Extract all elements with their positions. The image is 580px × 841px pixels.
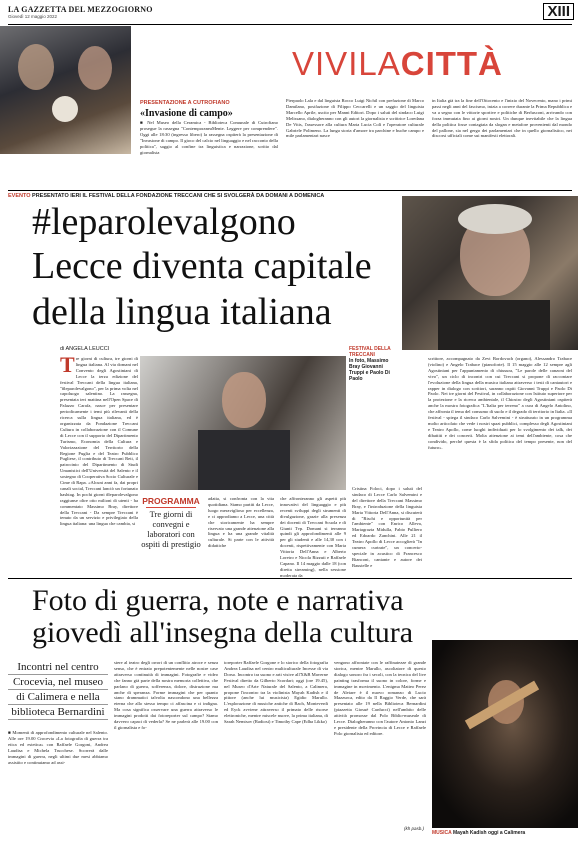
event-rule (8, 190, 572, 191)
event-line: EVENTO PRESENTATO IERI IL FESTIVAL DELLA FONDAZIONE TRECCANI CHE SI SVOLGERÀ DA DOMANI A DOMENICA (8, 193, 325, 199)
main-article-column-2: adatta, si confronta con la vita quotidiana. Siamo partiti da Lecce, luogo meraviglioso per eccellenza, e ci approdiamo a Lecce, una città che storicamente ha sempre riservato una grande attenzione alla lingua e ha una grande vitalità culturale. Si parte con le attività didattiche (208, 496, 274, 549)
page-number: XIII (543, 3, 574, 20)
middle-photo-shirt (198, 430, 290, 490)
bottom-headline-line-1: Foto di guerra, note e narrativa (32, 584, 404, 617)
middle-photo-guest (140, 356, 346, 490)
bottom-section-rule (8, 578, 572, 579)
hashtag-headline: #leparolevalgono (32, 201, 296, 243)
portrait-photo-bray (402, 196, 578, 350)
events-box-item: Crocevia, nel museo (8, 675, 108, 690)
portrait-hair (458, 204, 532, 234)
top-story-kicker: PRESENTAZIONE A CUTROFIANO (140, 100, 230, 106)
main-article-column-3: che affronteranno gli aspetti più innovativi del linguaggio e più recenti sviluppi degli strumenti di divulgazione, grazie alla presenza dei docenti di Treccani Scuola e di Giunti Tvp. Domani si terranno quindi gli approfondimenti alle 9 per gli studenti e alle 14,30 con i docenti, rispettivamente con Maria Vittoria Dell'Anna e Alberto Loretro e Nicola Rizzuti e Raffaele Capano. Il 14 maggio dalle 18 (con diretta streaming), nella sessione moderata da (280, 496, 346, 578)
middle-photo-face (222, 372, 266, 428)
top-story-column-2: Pierpaolo Lala e dal linguista Rocco Luigi Nichil con prefazione di Marco Damilano, postfazione di Filippo Ceccarelli e un saggio del linguista Marcello Aprile, uscito per Manni Editori. Dopo i saluti del sindaco Luigi Melissano, dialogheranno con gli autori la giornalista e scrittrice Loredana De Vitis, l'assessore alla cultura Maria Lucia Colì e l'operatore culturale Gabriele Polimeno. La lunga storia d'amore tra parchine e buche campo e mile parlamentari nasce (286, 98, 424, 139)
photo-face-left (18, 44, 54, 90)
main-article-column-5: scrittore, accompagnato da Zevi Bordovach (organo), Alessandro Trabace (violino) e Angelo Trabace (pianoforte). Il 15 maggio alle 12 sempre agli Agostiniani per l'appuntamento di chiusura, "Le parole delle canzoni del vivo", un ciclo di incontri con cui Treccani si propone di raccontare l'evoluzione della lingua della musica italiana attraverso i testi di cantautori e rapper in dialogo con scrittori, saranno ospiti Giovanni Truppi e Paolo Di Paolo. Nei tre giorni del Festival, in collaborazione con Istituto superiore per la protezione e la ricerca ambientale, il Chiostro degli Agostiniani ospiterà anche la mostra fotografica "L'Italia per terreno" a cura di Angelo Antolino, che affronta il tema del consumo di suolo e il degrado di territorio in Italia. «Il festival - spiega il sindaco Carlo Salvemini - è strutturato in un programma molto articolato che vede i nostri spazi pubblici, complesso degli Agostiniani e Teatro Apollo, come luoghi individuati per lo svolgimento dei talk, dei dibattiti e dei concerti. Molta attenzione ai temi dell'ambiente, cosa che condivido, perché questa è la sfida politica del tempo presente, non del futuro». (428, 356, 572, 450)
main-article-column-1: Tre giorni di cultura, tre giorni di lingua italiana. Al via domani nel Convento degli Agostiniani di Lecce la terza edizione del festival Treccani della lingua italiana, "#leparolevalgono", per la prima volta nel capoluogo salentino. La rassegna, presentata ieri mattina nell'Open Space di Palazzo Carafa, nasce per presentare periodicamente i temi più rilevanti della ricerca sulla lingua italiana, ed è organizzata da Fondazione Treccani Cultura in collaborazione con il Comune di Lecce con il supporto del Dipartimento Turismo, Economia della Cultura e Valorizzazione del Territorio della Regione Puglia e del Teatro Pubblico Pugliese, il contributo di Treccani Reti, il patrocinio del Dipartimento di Studi Umanistici dell'Università del Salento e il sostegno di Cooperativa Socio Culturale e Cime di Rapa. «Alcuni anni fa, dai propri canali social, Treccani lanciò un fortunato hashtag. In pochi giorni #leparolevalgono raggiunse oltre otto milioni di utenti - ha commentato Massimo Bray, direttore della Treccani - Da sempre Treccani è tenuto da un servizio e privilegiato della lingua italiana: una lingua che cambia, si (60, 352, 138, 527)
byline: di ANGELA LEUCCI (60, 346, 110, 352)
issue-date: Giovedì 12 maggio 2022 (8, 14, 58, 19)
programma-rule (146, 507, 196, 508)
top-story-title: «Invasione di campo» (140, 108, 233, 119)
main-headline-line-3: della lingua italiana (32, 291, 332, 333)
music-caption: MUSICA Mayah Kadish oggi a Calimera (432, 830, 526, 836)
dropcap: T (60, 352, 75, 377)
photo-caption: FESTIVAL DELLA TRECCANI In foto, Massimo Bray Giovanni Truppi e Paolo Di Paolo (349, 346, 391, 382)
portrait-jacket (438, 300, 550, 350)
events-box (8, 660, 108, 720)
article-signature: (kh pasb.) (404, 826, 425, 831)
football-shape (52, 96, 78, 122)
bottom-article-column-4: vengono affrontate con le raffinatezze di grande storica, mentre Marullo, ascoltatore di questo dialogo sonoro fra i secoli, con la tecnica del live painting trasforma il suono in colore, forme e immagine in movimento. L'enigma Matteo Perez de Aleiare è il nuovo romanzo di Lucio Mazzurca, edito da Il Raggio Verde, che sarà presentato alle 19 nella Biblioteca Bernardini (piazzetta Giosuè Carducci) nell'ambito delle attività promosse dal Polo Biblio-museale di Lecce. Dialogheranno con l'autore Antonio Lanzi e presidente della Provincia di Lecce e Raffaele Polo giornalista ed editore. (334, 660, 426, 736)
events-box-item: biblioteca Bernardini (8, 705, 108, 720)
photo-face-right (78, 46, 112, 90)
top-photo-authors (0, 26, 131, 154)
bottom-article-column-2: stere al teatro degli orrori di un conflitto atroce e senza senso, che è entrato prepotentemente nelle nostre case attraverso continuità di immagini. Fotografie e video che fanno già parte della nostra memoria collettiva, che parlano di guerra, sofferenza, dolore, distruzione ma anche di speranza. Forme immagini che per quanto siano drammatici talvolta nascondono una bellezza eterna che allo stesso tempo ci affascina e ci indigna. Ma cosa significa osservare una guerra attraverso le immagini prodotti dai fotoreporter sul campo? Siamo davvero capaci di vederla? Se ne parlerà alle 19.00 con il giornalista e fo- (114, 660, 218, 730)
bottom-article-column-1: ■ Momenti di approfondimento culturale nel Salento. Alle ore 19.00 Crocevia «La fotografia di guerra tra etica ed estetica» con Raffaele Gorgoni, Andrea Laudisa e Michela Trucchese. Scorrerà dalle immagini di guerra, negli ultimi due mesi abbiamo assistito e continuiamo ad assi- (8, 730, 108, 765)
violinist-photo (432, 640, 578, 828)
bottom-article-column-3: toreporter Raffaele Gorgone e lo storico della fotografia Andrea Laudisa nel centro multiculturale Incesse di via Dorso. Incontro tra suono e arti visive all'X&B Maverne Festival diretto da Gilberto Scordari; oggi (ore 19.45), nel Museo d'Arte Naturale del Salento, a Calimera, propone l'incontro tra la violinista Mayah Kadish e il pittore (anche lui musicista) Egidio Marullo. L'esplorazione di musiche antiche di Bach, Monteverdi ed Eyck avviene attraverso il primato delle risorse elettroniche, mentre miscele nuove, la prima italiana, di Sarah Nemtsov (Radiosi) e Timothy Cape (Edha Likko) (224, 660, 328, 725)
main-headline-line-2: Lecce diventa capitale (32, 245, 372, 287)
bottom-headline-line-2: giovedì all'insegna della cultura (32, 616, 414, 649)
main-article-column-4: Cristina Foloci, dopo i saluti del sindaco di Lecce Carlo Salvemini e del direttore della Treccani Massimo Bray, e l'introduzione della linguista Maria Vittoria Dell'Anna, si discuterà di "Rischi e opportunità per l'ambiente" con Enrico Alleva, Mariagrazia Midulla, Fabio Pulliero ed Edoardo Zanchini. Alle 21 il Teatro Apollo di Lecce accoglierà "In cumera curtrate", un concerto-speciale in acustico di Francesco Bianconi, cantante e autore dei Baustelle e (352, 486, 422, 568)
events-box-item: di Calimera e nella (8, 690, 108, 705)
events-box-item: Incontri nel centro (8, 660, 108, 675)
masthead-rule (8, 24, 572, 25)
top-story-column-3: in Italia già tra la fine dell'Ottocento e l'inizio del Novecento, mano i primi passi negli anni del fascismo, inizia a correre durante la Prima Repubblica e va a segno con le vittorie sportive e politiche di Berlusconi, arrivando con forza immutata fino ai giorni nostri. Un dunque inevitabile che la lingua della politica fosse contagiata da slogan e metafore provenienti dal mondo del pallone, sia nel gergo dei parlamentari che in quello giornalistico, nei discorsi ufficiali come sui manifesti elettorali. (432, 98, 572, 139)
newspaper-masthead: LA GAZZETTA DEL MEZZOGIORNO (8, 5, 153, 14)
programma-box: PROGRAMMA Tre giorni di convegni e laboratori con ospiti di prestigio (141, 496, 201, 549)
section-title: VIVILACITTÀ (292, 45, 503, 82)
top-story-column-1: ■ Nel Museo della Ceramica - Biblioteca Comunale di Cutrofiano prosegue la rassegna "ContemporaneaMente. Leggere per comprendere". Oggi alle 18:30 (ingresso libero) la rassegna ospiterà la presentazione di "Invasione di campo. Il gioco del calcio nel linguaggio e nel racconto della politica", saggio al confine tra linguistica e narrazione, scritto dal giornalista (140, 120, 278, 155)
